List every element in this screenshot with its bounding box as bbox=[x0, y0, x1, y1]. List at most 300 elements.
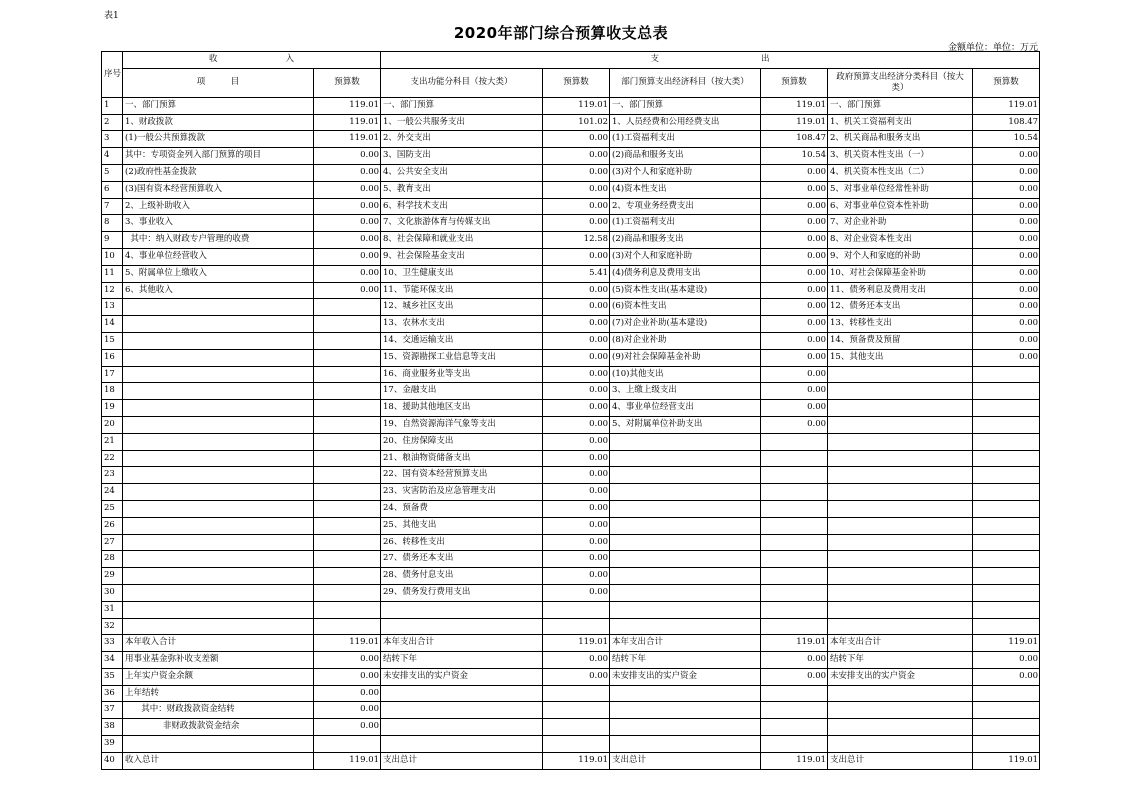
cell-income-item bbox=[123, 332, 314, 349]
cell-gov-budget bbox=[973, 383, 1040, 400]
cell-income-item bbox=[123, 316, 314, 333]
cell-func-item: 14、交通运输支出 bbox=[381, 332, 543, 349]
cell-income-budget: 0.00 bbox=[314, 164, 381, 181]
cell-dept-budget: 0.00 bbox=[761, 400, 828, 417]
cell-income-item bbox=[123, 534, 314, 551]
cell-dept-item: (9)对社会保障基金补助 bbox=[610, 349, 761, 366]
cell-dept-budget: 0.00 bbox=[761, 416, 828, 433]
budget-summary-table bbox=[101, 51, 1040, 770]
cell-func-item bbox=[381, 736, 543, 753]
cell-func-item: 1、一般公共服务支出 bbox=[381, 114, 543, 131]
cell-dept-budget bbox=[761, 450, 828, 467]
cell-func-budget: 0.00 bbox=[543, 467, 610, 484]
cell-dept-item bbox=[610, 584, 761, 601]
table-row bbox=[102, 685, 1040, 702]
cell-func-item: 16、商业服务业等支出 bbox=[381, 366, 543, 383]
cell-seq: 25 bbox=[102, 500, 123, 517]
cell-income-budget: 0.00 bbox=[314, 719, 381, 736]
cell-func-budget bbox=[543, 736, 610, 753]
cell-dept-budget: 0.00 bbox=[761, 668, 828, 685]
cell-gov-item: 结转下年 bbox=[828, 652, 973, 669]
cell-dept-budget: 119.01 bbox=[761, 752, 828, 769]
cell-seq: 13 bbox=[102, 299, 123, 316]
cell-dept-budget bbox=[761, 702, 828, 719]
cell-gov-item bbox=[828, 719, 973, 736]
cell-dept-budget: 0.00 bbox=[761, 366, 828, 383]
cell-gov-item bbox=[828, 685, 973, 702]
cell-dept-item bbox=[610, 702, 761, 719]
cell-dept-item: (3)对个人和家庭补助 bbox=[610, 248, 761, 265]
cell-income-budget: 0.00 bbox=[314, 215, 381, 232]
cell-func-item: 11、节能环保支出 bbox=[381, 282, 543, 299]
cell-func-item bbox=[381, 685, 543, 702]
header-expense: 支 出 bbox=[381, 52, 1040, 69]
cell-dept-budget: 0.00 bbox=[761, 181, 828, 198]
cell-gov-budget: 0.00 bbox=[973, 248, 1040, 265]
cell-func-item bbox=[381, 618, 543, 635]
cell-dept-budget: 0.00 bbox=[761, 282, 828, 299]
cell-func-budget: 0.00 bbox=[543, 383, 610, 400]
cell-dept-item: 5、对附属单位补助支出 bbox=[610, 416, 761, 433]
cell-income-item: 用事业基金弥补收支差额 bbox=[123, 652, 314, 669]
cell-func-budget: 119.01 bbox=[543, 635, 610, 652]
cell-func-item: 一、部门预算 bbox=[381, 97, 543, 114]
cell-gov-item: 11、债务利息及费用支出 bbox=[828, 282, 973, 299]
cell-func-budget: 0.00 bbox=[543, 551, 610, 568]
cell-dept-budget bbox=[761, 500, 828, 517]
cell-dept-item bbox=[610, 534, 761, 551]
cell-dept-item: 3、上缴上级支出 bbox=[610, 383, 761, 400]
header-budget-dept: 预算数 bbox=[761, 68, 828, 97]
cell-income-budget: 0.00 bbox=[314, 668, 381, 685]
cell-gov-item bbox=[828, 467, 973, 484]
cell-dept-item: (2)商品和服务支出 bbox=[610, 148, 761, 165]
table-row bbox=[102, 736, 1040, 753]
cell-income-item: 非财政拨款资金结余 bbox=[123, 719, 314, 736]
cell-func-budget: 0.00 bbox=[543, 131, 610, 148]
cell-income-item: 5、附属单位上缴收入 bbox=[123, 265, 314, 282]
cell-income-item bbox=[123, 366, 314, 383]
cell-dept-item bbox=[610, 719, 761, 736]
table-row bbox=[102, 114, 1040, 131]
cell-seq: 37 bbox=[102, 702, 123, 719]
cell-income-budget bbox=[314, 601, 381, 618]
cell-income-budget: 0.00 bbox=[314, 282, 381, 299]
cell-seq: 16 bbox=[102, 349, 123, 366]
cell-seq: 32 bbox=[102, 618, 123, 635]
cell-seq: 12 bbox=[102, 282, 123, 299]
cell-income-item bbox=[123, 450, 314, 467]
cell-income-budget: 119.01 bbox=[314, 114, 381, 131]
cell-gov-item bbox=[828, 450, 973, 467]
cell-gov-budget: 0.00 bbox=[973, 299, 1040, 316]
cell-income-budget: 0.00 bbox=[314, 702, 381, 719]
header-budget-func: 预算数 bbox=[543, 68, 610, 97]
cell-seq: 14 bbox=[102, 316, 123, 333]
cell-income-item bbox=[123, 400, 314, 417]
cell-dept-item bbox=[610, 736, 761, 753]
cell-gov-budget bbox=[973, 551, 1040, 568]
cell-dept-item bbox=[610, 433, 761, 450]
table-row bbox=[102, 568, 1040, 585]
cell-gov-item bbox=[828, 383, 973, 400]
cell-income-budget bbox=[314, 450, 381, 467]
cell-dept-item: (6)资本性支出 bbox=[610, 299, 761, 316]
cell-income-budget bbox=[314, 400, 381, 417]
header-dept-econ: 部门预算支出经济科目（按大类） bbox=[610, 68, 761, 97]
cell-func-budget: 0.00 bbox=[543, 349, 610, 366]
table-row bbox=[102, 450, 1040, 467]
cell-dept-item: 2、专项业务经费支出 bbox=[610, 198, 761, 215]
cell-gov-item bbox=[828, 736, 973, 753]
cell-dept-budget bbox=[761, 685, 828, 702]
cell-gov-item: 4、机关资本性支出（二） bbox=[828, 164, 973, 181]
cell-seq: 17 bbox=[102, 366, 123, 383]
cell-gov-item: 15、其他支出 bbox=[828, 349, 973, 366]
cell-func-budget: 0.00 bbox=[543, 248, 610, 265]
cell-gov-item: 6、对事业单位资本性补助 bbox=[828, 198, 973, 215]
cell-seq: 22 bbox=[102, 450, 123, 467]
cell-income-item bbox=[123, 500, 314, 517]
cell-seq: 1 bbox=[102, 97, 123, 114]
cell-income-budget bbox=[314, 299, 381, 316]
cell-income-item: 4、事业单位经营收入 bbox=[123, 248, 314, 265]
cell-gov-budget: 0.00 bbox=[973, 349, 1040, 366]
table-row bbox=[102, 164, 1040, 181]
cell-seq: 33 bbox=[102, 635, 123, 652]
cell-dept-item: 4、事业单位经营支出 bbox=[610, 400, 761, 417]
cell-func-budget: 0.00 bbox=[543, 517, 610, 534]
table-row bbox=[102, 332, 1040, 349]
cell-dept-budget: 119.01 bbox=[761, 97, 828, 114]
cell-income-budget: 0.00 bbox=[314, 248, 381, 265]
cell-dept-item: 支出总计 bbox=[610, 752, 761, 769]
cell-income-item bbox=[123, 736, 314, 753]
header-budget-gov: 预算数 bbox=[973, 68, 1040, 97]
cell-dept-item bbox=[610, 568, 761, 585]
cell-gov-item bbox=[828, 416, 973, 433]
cell-func-budget: 0.00 bbox=[543, 668, 610, 685]
header-gov-econ: 政府预算支出经济分类科目（按大类） bbox=[828, 68, 973, 97]
cell-func-item: 20、住房保障支出 bbox=[381, 433, 543, 450]
table-row bbox=[102, 500, 1040, 517]
cell-dept-budget bbox=[761, 433, 828, 450]
cell-func-item: 未安排支出的实户资金 bbox=[381, 668, 543, 685]
cell-dept-item: 结转下年 bbox=[610, 652, 761, 669]
cell-seq: 4 bbox=[102, 148, 123, 165]
cell-dept-item: (5)资本性支出(基本建设) bbox=[610, 282, 761, 299]
cell-func-budget: 119.01 bbox=[543, 97, 610, 114]
cell-func-budget: 0.00 bbox=[543, 400, 610, 417]
table-row bbox=[102, 702, 1040, 719]
cell-gov-item bbox=[828, 702, 973, 719]
cell-dept-budget bbox=[761, 568, 828, 585]
header-seq: 序号 bbox=[102, 52, 123, 98]
cell-gov-item bbox=[828, 618, 973, 635]
cell-income-item: 3、事业收入 bbox=[123, 215, 314, 232]
cell-dept-budget bbox=[761, 736, 828, 753]
cell-func-budget: 12.58 bbox=[543, 232, 610, 249]
cell-dept-budget bbox=[761, 584, 828, 601]
cell-dept-item bbox=[610, 500, 761, 517]
table-row bbox=[102, 467, 1040, 484]
cell-gov-budget: 0.00 bbox=[973, 668, 1040, 685]
cell-gov-budget: 0.00 bbox=[973, 148, 1040, 165]
cell-gov-budget bbox=[973, 416, 1040, 433]
cell-dept-item: (8)对企业补助 bbox=[610, 332, 761, 349]
cell-income-budget bbox=[314, 349, 381, 366]
cell-dept-budget bbox=[761, 551, 828, 568]
table-row bbox=[102, 181, 1040, 198]
cell-income-item: 上年结转 bbox=[123, 685, 314, 702]
table-row bbox=[102, 584, 1040, 601]
cell-func-item: 13、农林水支出 bbox=[381, 316, 543, 333]
cell-income-item: 2、上级补助收入 bbox=[123, 198, 314, 215]
cell-dept-item: (4)债务利息及费用支出 bbox=[610, 265, 761, 282]
cell-gov-budget bbox=[973, 400, 1040, 417]
cell-income-budget bbox=[314, 433, 381, 450]
cell-dept-budget: 119.01 bbox=[761, 114, 828, 131]
cell-income-item bbox=[123, 416, 314, 433]
cell-func-item: 29、债务发行费用支出 bbox=[381, 584, 543, 601]
table-row bbox=[102, 618, 1040, 635]
cell-func-item: 27、债务还本支出 bbox=[381, 551, 543, 568]
cell-income-item: 一、部门预算 bbox=[123, 97, 314, 114]
table-row bbox=[102, 752, 1040, 769]
header-func-class: 支出功能分科目（按大类） bbox=[381, 68, 543, 97]
cell-income-budget: 0.00 bbox=[314, 265, 381, 282]
table-row bbox=[102, 282, 1040, 299]
cell-seq: 21 bbox=[102, 433, 123, 450]
cell-income-budget bbox=[314, 500, 381, 517]
cell-seq: 11 bbox=[102, 265, 123, 282]
cell-func-item: 18、援助其他地区支出 bbox=[381, 400, 543, 417]
cell-dept-budget: 0.00 bbox=[761, 316, 828, 333]
cell-gov-budget: 0.00 bbox=[973, 652, 1040, 669]
cell-seq: 7 bbox=[102, 198, 123, 215]
cell-dept-item bbox=[610, 450, 761, 467]
table-row bbox=[102, 719, 1040, 736]
cell-dept-item: (10)其他支出 bbox=[610, 366, 761, 383]
cell-func-item: 4、公共安全支出 bbox=[381, 164, 543, 181]
cell-gov-budget: 0.00 bbox=[973, 282, 1040, 299]
cell-func-budget: 0.00 bbox=[543, 416, 610, 433]
cell-income-item: 1、财政拨款 bbox=[123, 114, 314, 131]
cell-func-budget: 0.00 bbox=[543, 215, 610, 232]
cell-func-item: 2、外交支出 bbox=[381, 131, 543, 148]
table-row bbox=[102, 668, 1040, 685]
header-budget-income: 预算数 bbox=[314, 68, 381, 97]
cell-income-budget: 119.01 bbox=[314, 131, 381, 148]
cell-seq: 38 bbox=[102, 719, 123, 736]
cell-income-budget bbox=[314, 736, 381, 753]
cell-income-item bbox=[123, 383, 314, 400]
cell-seq: 5 bbox=[102, 164, 123, 181]
cell-gov-item bbox=[828, 584, 973, 601]
cell-dept-item: (2)商品和服务支出 bbox=[610, 232, 761, 249]
cell-dept-item: (1)工资福利支出 bbox=[610, 131, 761, 148]
cell-dept-budget: 0.00 bbox=[761, 265, 828, 282]
table-row bbox=[102, 601, 1040, 618]
cell-gov-budget: 0.00 bbox=[973, 164, 1040, 181]
cell-seq: 20 bbox=[102, 416, 123, 433]
table-row bbox=[102, 416, 1040, 433]
table-row bbox=[102, 635, 1040, 652]
cell-income-item: 其中：专项资金列入部门预算的项目 bbox=[123, 148, 314, 165]
cell-gov-item: 10、对社会保障基金补助 bbox=[828, 265, 973, 282]
cell-gov-budget: 0.00 bbox=[973, 265, 1040, 282]
cell-func-item: 22、国有资本经营预算支出 bbox=[381, 467, 543, 484]
cell-func-item: 3、国防支出 bbox=[381, 148, 543, 165]
page-title: 2020年部门综合预算收支总表 bbox=[453, 24, 669, 42]
cell-income-item: (3)国有资本经营预算收入 bbox=[123, 181, 314, 198]
cell-func-item: 支出总计 bbox=[381, 752, 543, 769]
header-income: 收 入 bbox=[123, 52, 381, 69]
table-row bbox=[102, 198, 1040, 215]
cell-seq: 18 bbox=[102, 383, 123, 400]
cell-seq: 30 bbox=[102, 584, 123, 601]
cell-dept-item bbox=[610, 618, 761, 635]
cell-income-budget bbox=[314, 467, 381, 484]
cell-gov-budget: 0.00 bbox=[973, 198, 1040, 215]
cell-income-budget: 0.00 bbox=[314, 148, 381, 165]
cell-income-item: 本年收入合计 bbox=[123, 635, 314, 652]
cell-gov-budget: 119.01 bbox=[973, 635, 1040, 652]
cell-gov-item: 3、机关资本性支出（一） bbox=[828, 148, 973, 165]
cell-dept-budget: 0.00 bbox=[761, 332, 828, 349]
cell-income-budget bbox=[314, 584, 381, 601]
cell-gov-budget: 108.47 bbox=[973, 114, 1040, 131]
cell-seq: 15 bbox=[102, 332, 123, 349]
cell-seq: 27 bbox=[102, 534, 123, 551]
cell-seq: 28 bbox=[102, 551, 123, 568]
cell-seq: 2 bbox=[102, 114, 123, 131]
cell-dept-budget bbox=[761, 467, 828, 484]
cell-dept-budget: 0.00 bbox=[761, 383, 828, 400]
cell-dept-budget bbox=[761, 484, 828, 501]
cell-gov-item: 2、机关商品和服务支出 bbox=[828, 131, 973, 148]
cell-dept-item: 1、人员经费和公用经费支出 bbox=[610, 114, 761, 131]
cell-func-budget: 0.00 bbox=[543, 198, 610, 215]
cell-income-budget bbox=[314, 517, 381, 534]
cell-func-budget: 0.00 bbox=[543, 534, 610, 551]
cell-gov-budget bbox=[973, 467, 1040, 484]
cell-gov-item bbox=[828, 484, 973, 501]
unit-label: 金额单位：单位：万元 bbox=[947, 43, 1038, 53]
cell-dept-item: (3)对个人和家庭补助 bbox=[610, 164, 761, 181]
cell-dept-item bbox=[610, 517, 761, 534]
cell-func-item: 24、预备费 bbox=[381, 500, 543, 517]
cell-func-budget: 0.00 bbox=[543, 332, 610, 349]
cell-gov-item bbox=[828, 534, 973, 551]
cell-income-budget: 0.00 bbox=[314, 685, 381, 702]
cell-gov-item: 7、对企业补助 bbox=[828, 215, 973, 232]
cell-seq: 36 bbox=[102, 685, 123, 702]
cell-dept-item: (4)资本性支出 bbox=[610, 181, 761, 198]
cell-func-item bbox=[381, 601, 543, 618]
cell-gov-item bbox=[828, 568, 973, 585]
cell-income-item: 6、其他收入 bbox=[123, 282, 314, 299]
cell-func-budget: 0.00 bbox=[543, 584, 610, 601]
cell-dept-item: 一、部门预算 bbox=[610, 97, 761, 114]
cell-gov-item: 支出总计 bbox=[828, 752, 973, 769]
cell-seq: 34 bbox=[102, 652, 123, 669]
table-row bbox=[102, 232, 1040, 249]
cell-dept-item bbox=[610, 467, 761, 484]
cell-income-budget: 0.00 bbox=[314, 652, 381, 669]
cell-gov-budget bbox=[973, 484, 1040, 501]
cell-income-budget bbox=[314, 568, 381, 585]
cell-dept-budget bbox=[761, 601, 828, 618]
cell-dept-budget bbox=[761, 534, 828, 551]
cell-gov-budget bbox=[973, 685, 1040, 702]
cell-gov-item: 9、对个人和家庭的补助 bbox=[828, 248, 973, 265]
cell-income-item bbox=[123, 551, 314, 568]
cell-gov-budget: 0.00 bbox=[973, 181, 1040, 198]
cell-gov-item: 1、机关工资福利支出 bbox=[828, 114, 973, 131]
cell-income-item: 其中：财政拨款资金结转 bbox=[123, 702, 314, 719]
cell-dept-budget bbox=[761, 517, 828, 534]
cell-dept-item bbox=[610, 685, 761, 702]
cell-dept-budget bbox=[761, 719, 828, 736]
cell-gov-item bbox=[828, 500, 973, 517]
table-row bbox=[102, 652, 1040, 669]
table-row bbox=[102, 215, 1040, 232]
cell-gov-item bbox=[828, 433, 973, 450]
cell-income-budget bbox=[314, 366, 381, 383]
cell-dept-item: (7)对企业补助(基本建设) bbox=[610, 316, 761, 333]
cell-func-budget: 0.00 bbox=[543, 500, 610, 517]
cell-gov-budget bbox=[973, 719, 1040, 736]
table-row bbox=[102, 366, 1040, 383]
cell-income-budget: 119.01 bbox=[314, 635, 381, 652]
cell-func-item: 28、债务付息支出 bbox=[381, 568, 543, 585]
table-row bbox=[102, 433, 1040, 450]
cell-dept-item bbox=[610, 551, 761, 568]
cell-gov-item bbox=[828, 400, 973, 417]
cell-gov-budget bbox=[973, 366, 1040, 383]
cell-func-budget: 0.00 bbox=[543, 299, 610, 316]
cell-func-item: 7、文化旅游体育与传媒支出 bbox=[381, 215, 543, 232]
cell-func-budget: 101.02 bbox=[543, 114, 610, 131]
cell-func-budget: 0.00 bbox=[543, 366, 610, 383]
cell-income-budget: 119.01 bbox=[314, 752, 381, 769]
cell-dept-budget: 0.00 bbox=[761, 198, 828, 215]
cell-dept-budget bbox=[761, 618, 828, 635]
cell-income-budget bbox=[314, 534, 381, 551]
cell-seq: 9 bbox=[102, 232, 123, 249]
cell-seq: 3 bbox=[102, 131, 123, 148]
table-row bbox=[102, 484, 1040, 501]
cell-gov-budget bbox=[973, 534, 1040, 551]
cell-income-budget bbox=[314, 551, 381, 568]
cell-func-item bbox=[381, 719, 543, 736]
cell-func-budget: 0.00 bbox=[543, 316, 610, 333]
cell-gov-budget bbox=[973, 450, 1040, 467]
table-row bbox=[102, 517, 1040, 534]
cell-income-budget bbox=[314, 416, 381, 433]
cell-income-item bbox=[123, 517, 314, 534]
cell-gov-item: 未安排支出的实户资金 bbox=[828, 668, 973, 685]
cell-income-item bbox=[123, 618, 314, 635]
cell-func-budget: 0.00 bbox=[543, 450, 610, 467]
cell-dept-budget: 10.54 bbox=[761, 148, 828, 165]
cell-gov-budget: 119.01 bbox=[973, 752, 1040, 769]
cell-func-budget: 0.00 bbox=[543, 181, 610, 198]
cell-func-item: 9、社会保险基金支出 bbox=[381, 248, 543, 265]
cell-income-item bbox=[123, 484, 314, 501]
cell-func-budget bbox=[543, 702, 610, 719]
